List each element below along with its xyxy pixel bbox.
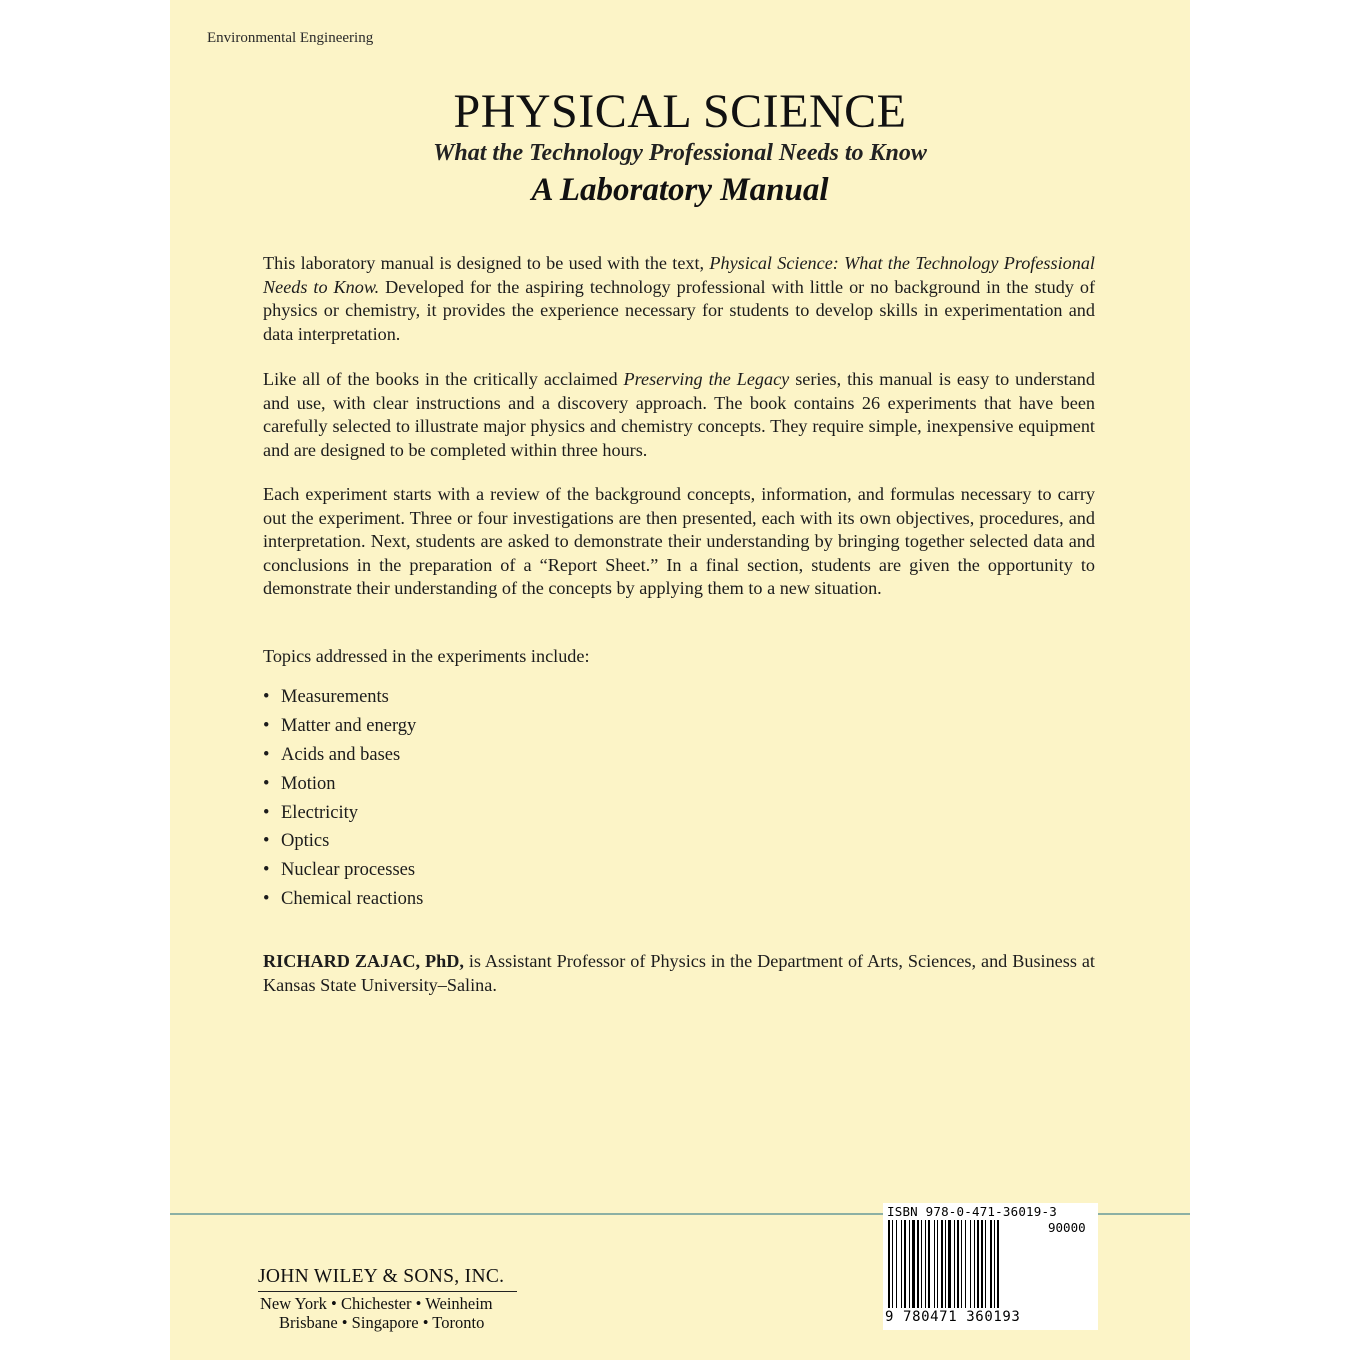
publisher-underline xyxy=(258,1291,517,1292)
description-paragraph-1 xyxy=(263,252,1095,346)
topics-list xyxy=(263,684,423,915)
price-code: 90000 xyxy=(1048,1220,1086,1235)
barcode-digits: 9 780471 360193 xyxy=(885,1309,1021,1325)
topic-label: Motion xyxy=(281,773,336,794)
bullet-icon: • xyxy=(263,831,270,852)
list-item xyxy=(263,886,423,915)
para2-text-a: Like all of the books in the critically acclaimed xyxy=(263,369,624,389)
list-item xyxy=(263,684,423,713)
topic-label: Optics xyxy=(281,831,330,852)
list-item xyxy=(263,713,423,742)
barcode-icon xyxy=(888,1220,1040,1312)
book-subtitle-lab-manual: A Laboratory Manual xyxy=(531,172,829,208)
bullet-icon: • xyxy=(263,687,270,707)
topic-label: Chemical reactions xyxy=(281,889,424,910)
para2-text-b: series, this manual is easy to understand and use, with clear instructions and a discovery approach. The book contains 26 experiments that have been carefully selected to illustrate major physics and chemistry concepts. They require simple, inexpensive equipment and are designed to be completed within three hours. xyxy=(263,369,1095,460)
isbn-label: ISBN 978-0-471-36019-3 xyxy=(887,1204,1057,1219)
bullet-icon: • xyxy=(263,860,270,881)
topic-label: Nuclear processes xyxy=(281,860,416,881)
book-title: PHYSICAL SCIENCE xyxy=(453,85,907,138)
topic-label: Measurements xyxy=(281,687,389,707)
author-bio xyxy=(263,950,1095,997)
publisher-cities-line-2: Brisbane • Singapore • Toronto xyxy=(279,1313,485,1332)
list-item xyxy=(263,742,423,771)
author-name: RICHARD ZAJAC, PhD, xyxy=(263,951,464,971)
publisher-cities-line-1: New York • Chichester • Weinheim xyxy=(260,1294,493,1313)
bullet-icon: • xyxy=(263,802,270,823)
topics-intro: Topics addressed in the experiments include: xyxy=(263,646,590,666)
description-paragraph-3: Each experiment starts with a review of the background concepts, information, and formulas necessary to carry out the experiment. Three or four investigations are then presented, each with its own objectives, procedures, and interpretation. Next, students are asked to demonstrate their understanding by bringing together selected data and conclusions in the preparation of a “Report Sheet.” In a final section, students are given the opportunity to demonstrate their understanding of the concepts by applying them to a new situation. xyxy=(263,484,1095,598)
topic-label: Electricity xyxy=(281,802,359,823)
bullet-icon: • xyxy=(263,715,270,736)
author-description: is Assistant Professor of Physics in the Department of Arts, Sciences, and Business at Kansas State University–Salina. xyxy=(263,951,1095,995)
book-subtitle: What the Technology Professional Needs to Know xyxy=(433,140,927,166)
para1-text-b: Developed for the aspiring technology professional with little or no background in the study of physics or chemistry, it provides the experience necessary for students to develop skills in experimentation and data interpretation. xyxy=(263,276,1095,344)
topic-label: Acids and bases xyxy=(281,744,401,765)
list-item xyxy=(263,800,423,829)
list-item xyxy=(263,828,423,857)
topic-label: Matter and energy xyxy=(281,715,417,736)
list-item xyxy=(263,857,423,886)
list-item xyxy=(263,771,423,800)
bullet-icon: • xyxy=(263,889,270,910)
para1-book-reference: Physical Science: What the Technology Professional Needs to Know. xyxy=(263,253,1095,297)
publisher-name: JOHN WILEY & SONS, INC. xyxy=(258,1266,505,1287)
para1-text-a: This laboratory manual is designed to be used with the text, xyxy=(263,253,710,273)
category-label: Environmental Engineering xyxy=(207,30,374,46)
bullet-icon: • xyxy=(263,744,270,765)
description-paragraph-2 xyxy=(263,368,1095,462)
bullet-icon: • xyxy=(263,773,270,794)
para2-series-name: Preserving the Legacy xyxy=(623,369,790,389)
